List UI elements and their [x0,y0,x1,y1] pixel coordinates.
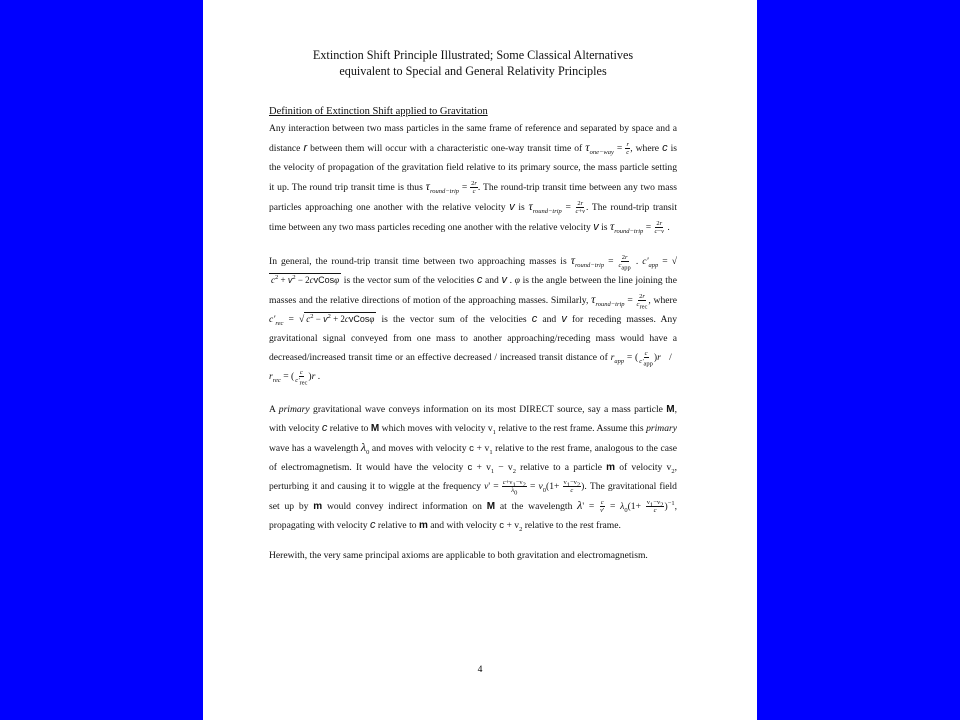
equation-one-way: $\tau_{one-way}$ = $\frac{r}{c}$ [585,140,630,157]
paragraph-primary-wave: A primary gravitational wave conveys information on its most DIRECT source, say a mass particle M, with velocity c relative to M which moves with velocity $v_1$ relative to the rest frame. Assume this primary wave has a wavelength $\lambda_0$ and moves with velocity $c + v_1$ relative to the rest frame, analogous to the case of electromagnetism. It would have the velocity $c + v_1 - v_2$ relative to a particle m of velocity $v_2$, perturbing it and causing it to wiggle at the frequency ν' = $\frac{c+v_1-v_2}{\lambda_0}$ = $\nu_0(1+$ $\frac{v_1-v_2}{c}$ ). The gravitational field set up by m would convey indirect information on M at the wavelength λ' = $\frac{c}{\nu'}$ = $\lambda_0(1+$ $\frac{v_1-v_2}{c}$ )$^{-1}$, propagating with velocity c relative to m and with velocity $c + v_2$ relative to the rest frame. [269,404,678,533]
paragraph-conclusion: Herewith, the very same principal axioms are applicable to both gravitation and electromagnetism. [269,550,648,561]
title-line-1: Extinction Shift Principle Illustrated; Some Classical Alternatives [312,48,634,62]
equation-round-trip-rec: $\tau_{round-trip}$ = $\frac{2r}{c_{rec}}$ [591,292,648,311]
page-content [269,47,677,563]
paragraph-definition: Any interaction between two mass particles in the same frame of reference and separated by space and a distance r between them will occur with a characteristic one-way transit time of $\tau_{one-way}$ = $\frac{r}{c}$ , where c is the velocity of propagation of the gravitation field relative to its primary source, the mass particle setting it up. The round trip transit time is thus $\tau_{round-trip}$ = $\frac{2r}{c}$ . The round-trip transit time between any two mass particles approaching one another with the relative velocity v is $\tau_{round-trip}$ = $\frac{2r}{c+v}$ . The round-trip transit time between any two mass particles receding one another with the relative velocity v is $\tau_{round-trip}$ = $\frac{2r}{c-v}$ . [269,123,678,236]
paragraph-general: In general, the round-trip transit time between two approaching masses is $\tau_{round-trip}$ = $\frac{2r}{c_{app}}$ . $c'_{app} = √c^2 + v^2$ − 2cvCosφ is the vector sum of the velocities c and v . φ is the angle between the line joining the masses and the relative directions of motion of the approaching masses. Similarly, $\tau_{round-trip}$ = $\frac{2r}{c_{rec}}$ , where $c'_{rec}$ = √ $c^2 - v^2$ + 2cvCosφ is the vector sum of the velocities c and v for receding masses. Any gravitational signal conveyed from one mass to another approaching/receding mass would have a decreased/increased transit time or an effective decreased / increased transit distance of $r_{app}$ = ( $\frac{c}{c'_{app}}$ )$r / r_{rec}$ = ( $\frac{c}{c'_{rec}}$ )r . [269,253,678,387]
equation-wavelength: λ' = $\frac{c}{\nu'}$ = $\lambda_0(1+$ $\frac{v_1-v_2}{c}$ )$^{-1}$ [577,498,675,515]
equation-frequency: ν' = $\frac{c+v_1-v_2}{\lambda_0}$ = $\nu_0(1+$ $\frac{v_1-v_2}{c}$ ) [484,479,585,497]
equation-round-trip-app: $\tau_{round-trip}$ = $\frac{2r}{c_{app}}$ [570,253,631,272]
page-title [259,47,687,79]
title-line-2: equivalent to Special and General Relativity Principles [339,64,607,78]
document-page [203,0,757,720]
section-heading: Definition of Extinction Shift applied to Gravitation [269,106,488,117]
equation-round-trip: $\tau_{round-trip}$ = $\frac{2r}{c}$ [425,179,477,196]
equation-transit-distance: $r_{app}$ = ( $\frac{c}{c'_{app}}$ )$r / r_{rec}$ = ( $\frac{c}{c'_{rec}}$ )r [269,350,677,387]
equation-round-trip-approaching: $\tau_{round-trip}$ = $\frac{2r}{c+v}$ [528,199,585,216]
equation-c-rec: $c'_{rec}$ = √ $c^2 - v^2$ + 2cvCosφ [269,313,375,327]
equation-c-app: $c'_{app} = √c^2 + v^2$ − 2cvCosφ [271,256,677,285]
equation-round-trip-receding: $\tau_{round-trip}$ = $\frac{2r}{c-v}$ [609,219,664,236]
page-number: 4 [477,664,483,675]
